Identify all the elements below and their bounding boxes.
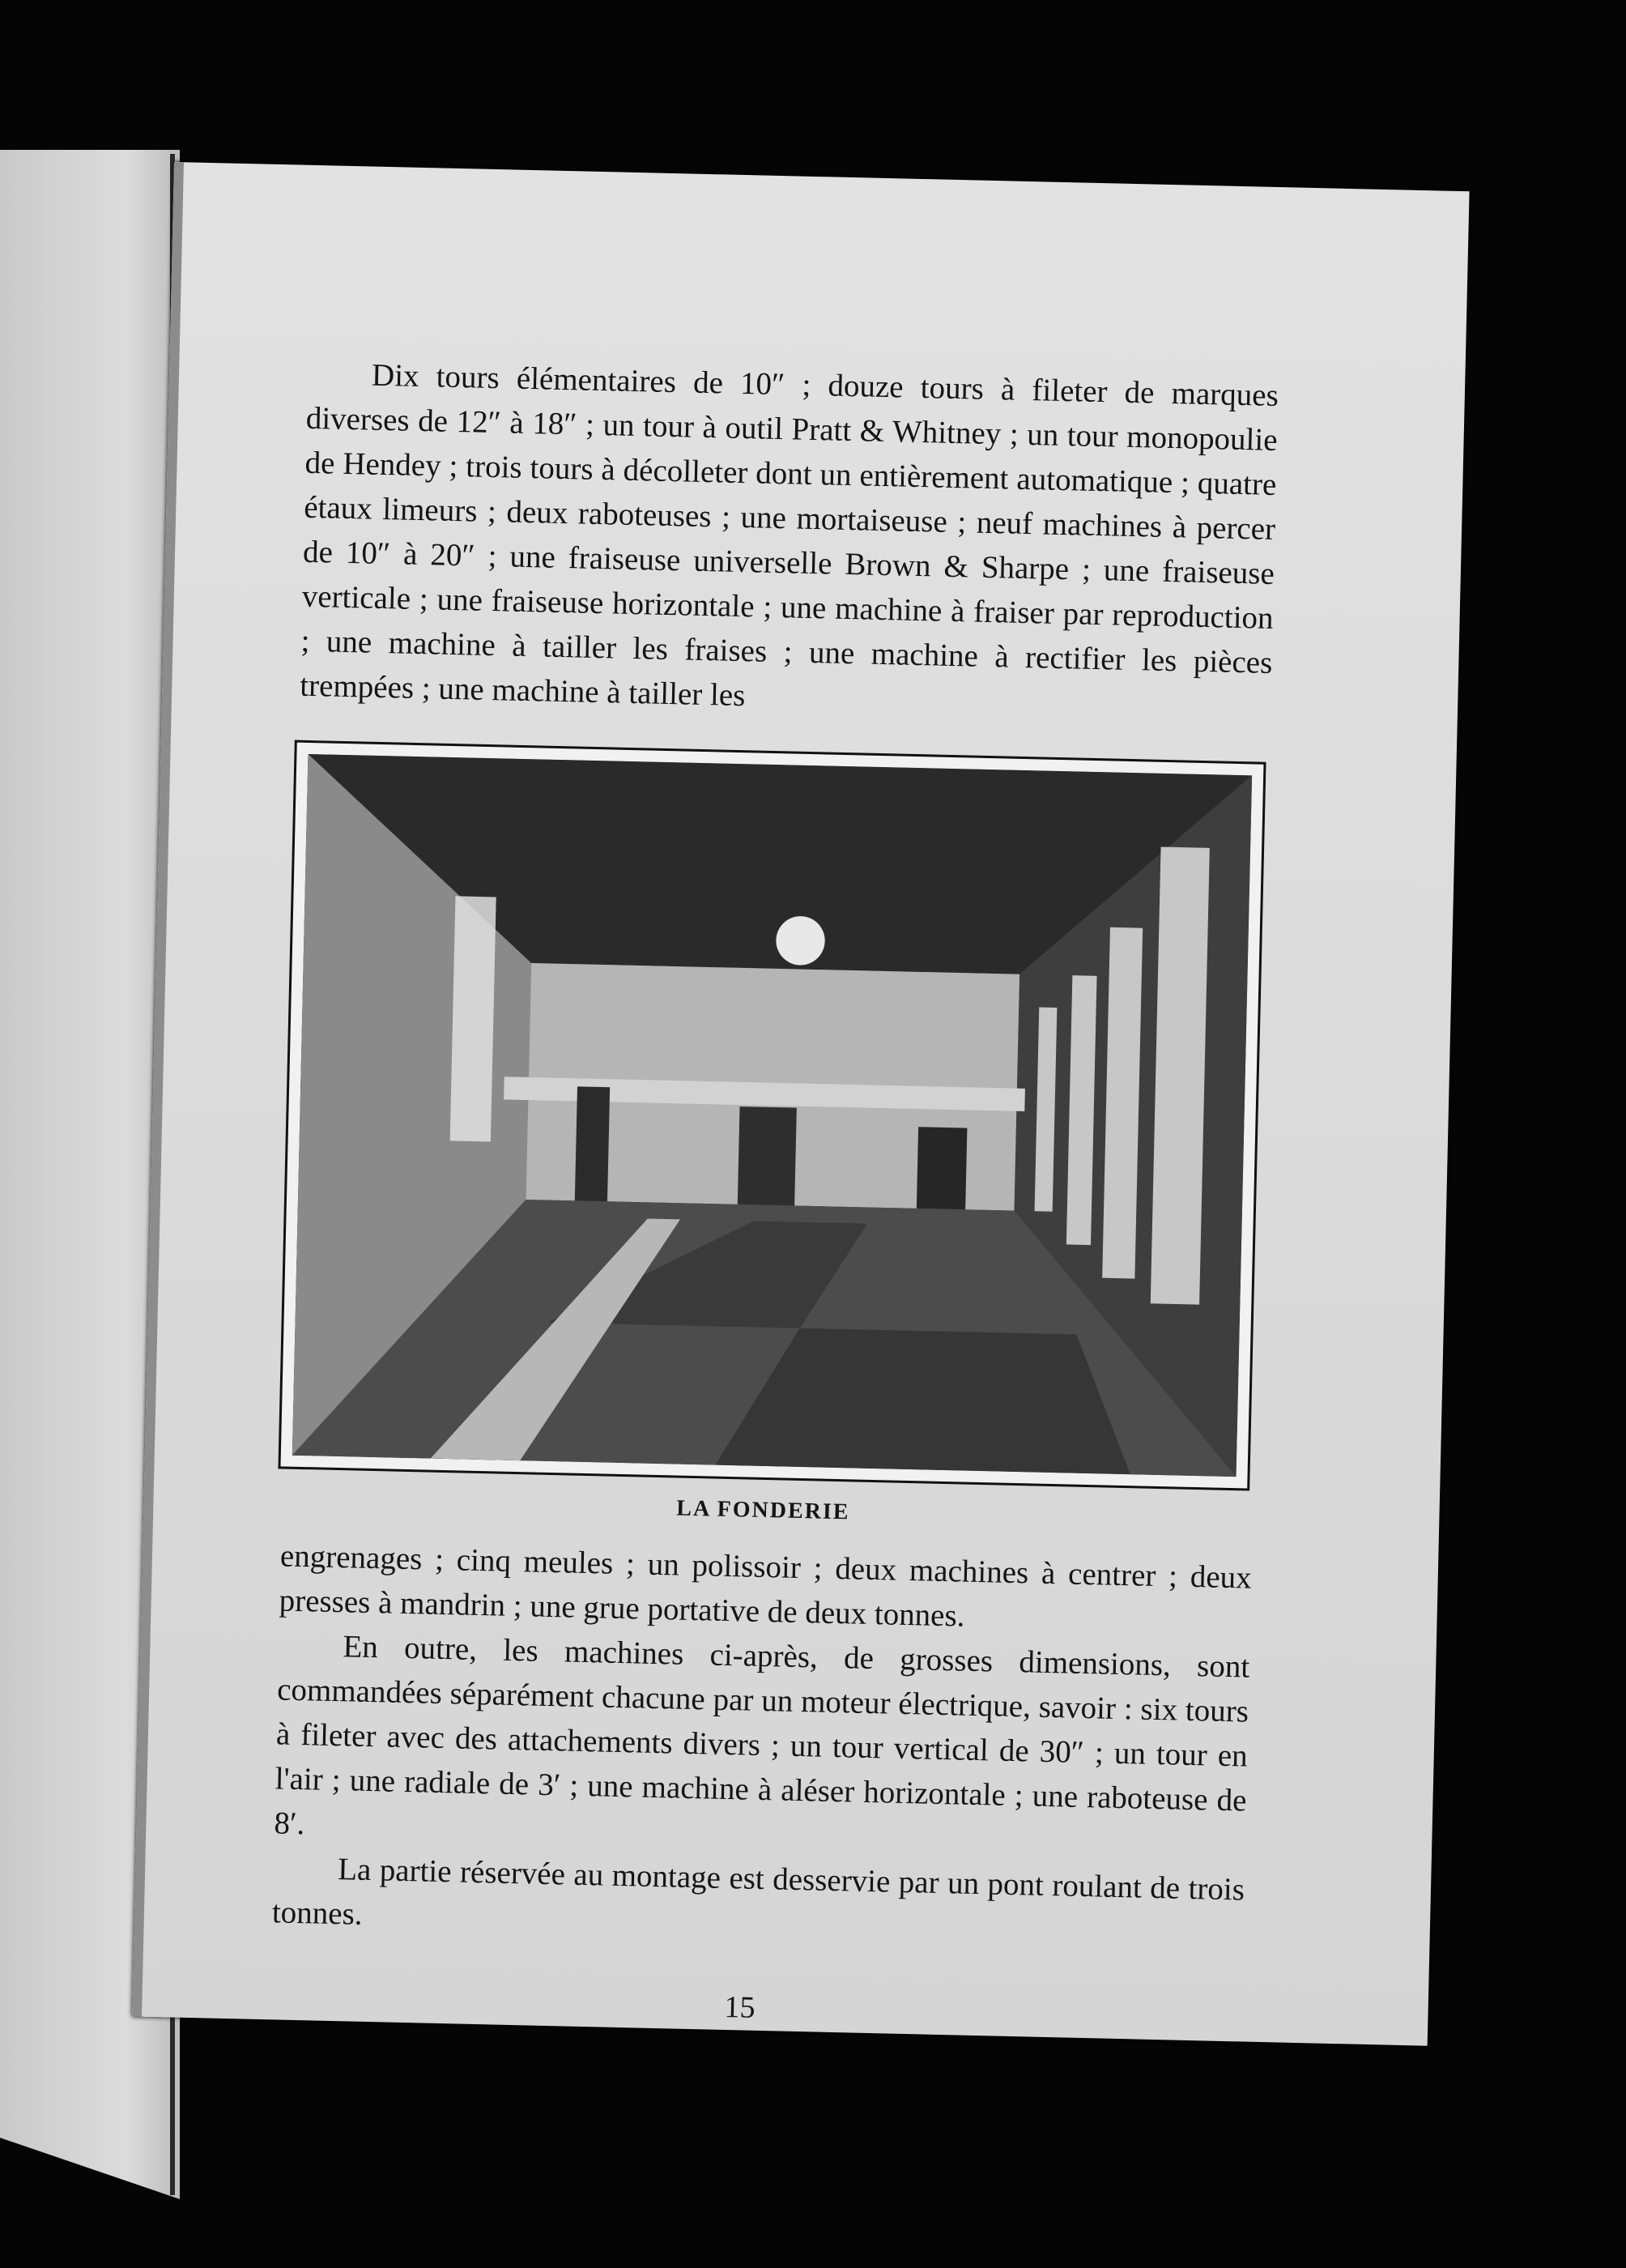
paragraph-machines: En outre, les machines ci-après, de grosses dimensions, sont commandées séparément chacune par un moteur électrique, savoir : six tours à fileter avec des attachements divers ; un tour vertical de 30″ ; un tour en l'air ; une radiale de 3′ ; une machine à aléser horizontale ; une raboteuse de 8′.	[274, 1629, 1250, 1842]
top-text-block	[300, 352, 1279, 730]
foundry-photograph	[278, 740, 1266, 1491]
top-paragraph: Dix tours élémentaires de 10″ ; douze tours à fileter de marques diverses de 12″ à 18″ ; un tour à outil Pratt & Whitney ; un tour monopoulie de Hendey ; trois tours à décolleter dont un entièrement automatique ; quatre étaux limeurs ; deux raboteuses ; une mortaiseuse ; neuf machines à percer de 10″ à 20″ ; une fraiseuse universelle Brown & Sharpe ; une fraiseuse verticale ; une fraiseuse horizontale ; une machine à fraiser par reproduction ; une machine à tailler les fraises ; une machine à rectifier les pièces trempées ; une machine à tailler les	[299, 357, 1279, 714]
foundry-interior-illustration	[292, 754, 1252, 1477]
paragraph-continuation: engrenages ; cinq meules ; un polissoir ; deux machines à centrer ; deux presses à mandrin ; une grue portative de deux tonnes.	[279, 1538, 1253, 1634]
paragraph-montage: La partie réservée au montage est desservie par un pont roulant de trois tonnes.	[271, 1852, 1245, 1932]
photo-image	[292, 754, 1252, 1477]
bottom-text-block	[271, 1533, 1252, 1956]
page-number: 15	[724, 1990, 756, 2025]
document-page	[132, 162, 1470, 2046]
photo-caption: LA FONDERIE	[676, 1495, 850, 1525]
